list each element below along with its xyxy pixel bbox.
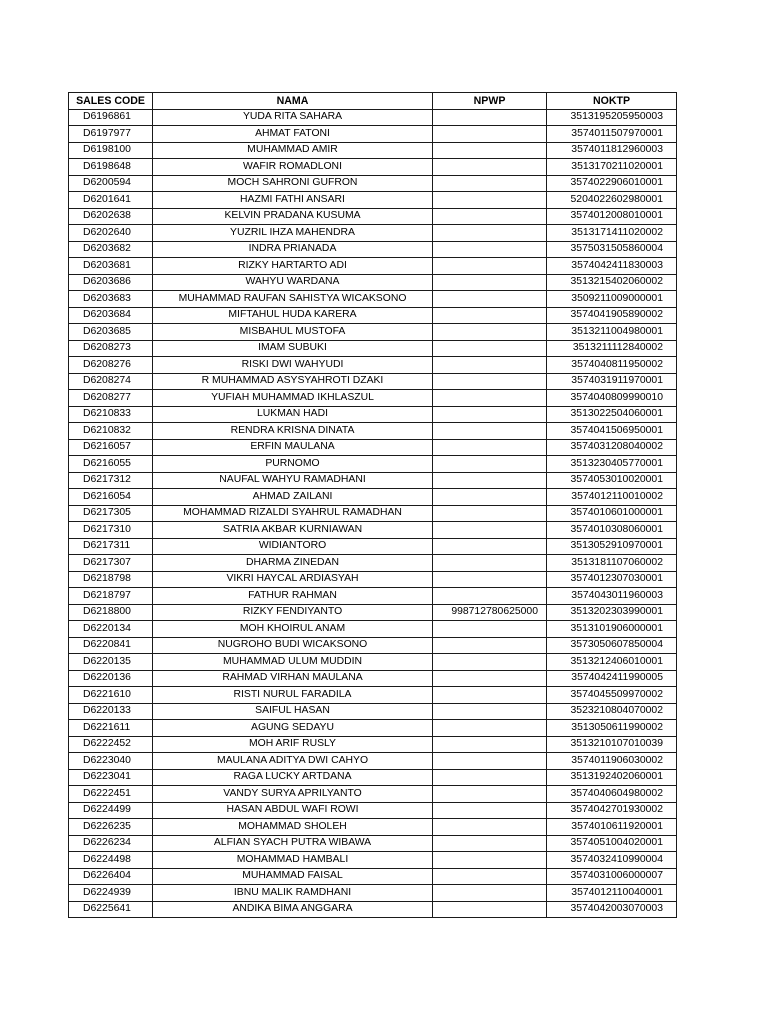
cell-npwp xyxy=(433,835,547,852)
cell-sales-code: D6217307 xyxy=(69,555,153,572)
table-header xyxy=(69,93,677,110)
cell-nama: RAGA LUCKY ARTDANA xyxy=(153,769,433,786)
cell-sales-code: D6222451 xyxy=(69,786,153,803)
cell-noktp: 3513022504060001 xyxy=(547,406,677,423)
table-row xyxy=(69,439,677,456)
table-row xyxy=(69,868,677,885)
cell-noktp: 5204022602980001 xyxy=(547,192,677,209)
cell-sales-code: D6220841 xyxy=(69,637,153,654)
cell-sales-code: D6208276 xyxy=(69,357,153,374)
cell-npwp xyxy=(433,868,547,885)
cell-noktp: 3513210107010039 xyxy=(547,736,677,753)
table-row xyxy=(69,819,677,836)
cell-noktp: 3574010601000001 xyxy=(547,505,677,522)
header-nama: NAMA xyxy=(153,93,433,110)
cell-noktp: 3513171411020002 xyxy=(547,225,677,242)
cell-npwp xyxy=(433,571,547,588)
cell-npwp xyxy=(433,241,547,258)
cell-noktp: 3513211112840002 xyxy=(547,340,677,357)
cell-sales-code: D6203686 xyxy=(69,274,153,291)
cell-nama: R MUHAMMAD ASYSYAHROTI DZAKI xyxy=(153,373,433,390)
table-row xyxy=(69,274,677,291)
cell-npwp xyxy=(433,274,547,291)
cell-npwp xyxy=(433,588,547,605)
cell-nama: SATRIA AKBAR KURNIAWAN xyxy=(153,522,433,539)
cell-sales-code: D6220133 xyxy=(69,703,153,720)
table-row xyxy=(69,852,677,869)
cell-npwp xyxy=(433,225,547,242)
cell-noktp: 3509211009000001 xyxy=(547,291,677,308)
cell-sales-code: D6217310 xyxy=(69,522,153,539)
cell-sales-code: D6220134 xyxy=(69,621,153,638)
cell-npwp xyxy=(433,736,547,753)
cell-nama: MISBAHUL MUSTOFA xyxy=(153,324,433,341)
cell-noktp: 3574053010020001 xyxy=(547,472,677,489)
table-row xyxy=(69,390,677,407)
table-row xyxy=(69,753,677,770)
cell-nama: LUKMAN HADI xyxy=(153,406,433,423)
cell-nama: MOHAMMAD SHOLEH xyxy=(153,819,433,836)
table-row xyxy=(69,571,677,588)
header-npwp: NPWP xyxy=(433,93,547,110)
cell-noktp: 3574051004020001 xyxy=(547,835,677,852)
cell-nama: YUZRIL IHZA MAHENDRA xyxy=(153,225,433,242)
cell-npwp xyxy=(433,505,547,522)
cell-noktp: 3574040604980002 xyxy=(547,786,677,803)
cell-noktp: 3574010308060001 xyxy=(547,522,677,539)
cell-nama: RIZKY FENDIYANTO xyxy=(153,604,433,621)
cell-noktp: 3574011906030002 xyxy=(547,753,677,770)
cell-sales-code: D6208277 xyxy=(69,390,153,407)
cell-npwp xyxy=(433,406,547,423)
header-sales-code: SALES CODE xyxy=(69,93,153,110)
cell-nama: RISKI DWI WAHYUDI xyxy=(153,357,433,374)
cell-npwp xyxy=(433,769,547,786)
cell-npwp xyxy=(433,390,547,407)
cell-nama: YUDA RITA SAHARA xyxy=(153,109,433,126)
cell-npwp xyxy=(433,720,547,737)
cell-noktp: 3513101906000001 xyxy=(547,621,677,638)
table-row xyxy=(69,621,677,638)
table-row xyxy=(69,241,677,258)
cell-noktp: 3513215402060002 xyxy=(547,274,677,291)
cell-sales-code: D6202640 xyxy=(69,225,153,242)
cell-npwp xyxy=(433,357,547,374)
cell-npwp xyxy=(433,126,547,143)
table-row xyxy=(69,456,677,473)
table-row xyxy=(69,324,677,341)
cell-npwp xyxy=(433,703,547,720)
cell-nama: HAZMI FATHI ANSARI xyxy=(153,192,433,209)
cell-nama: YUFIAH MUHAMMAD IKHLASZUL xyxy=(153,390,433,407)
table-row xyxy=(69,159,677,176)
table-row xyxy=(69,637,677,654)
table-row xyxy=(69,769,677,786)
table-row xyxy=(69,654,677,671)
cell-nama: MOHAMMAD RIZALDI SYAHRUL RAMADHAN xyxy=(153,505,433,522)
cell-nama: HASAN ABDUL WAFI ROWI xyxy=(153,802,433,819)
cell-nama: DHARMA ZINEDAN xyxy=(153,555,433,572)
table-row xyxy=(69,885,677,902)
cell-nama: MOHAMMAD HAMBALI xyxy=(153,852,433,869)
cell-sales-code: D6223041 xyxy=(69,769,153,786)
cell-npwp xyxy=(433,208,547,225)
cell-noktp: 3574042411830003 xyxy=(547,258,677,275)
table-row xyxy=(69,258,677,275)
table-row xyxy=(69,142,677,159)
table-row xyxy=(69,208,677,225)
cell-sales-code: D6203683 xyxy=(69,291,153,308)
cell-npwp xyxy=(433,852,547,869)
cell-noktp: 3574041506950001 xyxy=(547,423,677,440)
table-row xyxy=(69,604,677,621)
cell-npwp xyxy=(433,109,547,126)
cell-sales-code: D6220136 xyxy=(69,670,153,687)
cell-noktp: 3574031006000007 xyxy=(547,868,677,885)
cell-noktp: 3574031911970001 xyxy=(547,373,677,390)
cell-nama: AHMAT FATONI xyxy=(153,126,433,143)
cell-sales-code: D6208274 xyxy=(69,373,153,390)
cell-npwp xyxy=(433,637,547,654)
cell-nama: MOCH SAHRONI GUFRON xyxy=(153,175,433,192)
cell-sales-code: D6203682 xyxy=(69,241,153,258)
cell-noktp: 3574032410990004 xyxy=(547,852,677,869)
cell-noktp: 3574041905890002 xyxy=(547,307,677,324)
cell-sales-code: D6197977 xyxy=(69,126,153,143)
cell-npwp xyxy=(433,192,547,209)
cell-nama: WAHYU WARDANA xyxy=(153,274,433,291)
header-row xyxy=(69,93,677,110)
cell-sales-code: D6220135 xyxy=(69,654,153,671)
cell-sales-code: D6221611 xyxy=(69,720,153,737)
cell-sales-code: D6224499 xyxy=(69,802,153,819)
cell-nama: NUGROHO BUDI WICAKSONO xyxy=(153,637,433,654)
cell-nama: IBNU MALIK RAMDHANI xyxy=(153,885,433,902)
cell-noktp: 3574011812960003 xyxy=(547,142,677,159)
cell-nama: ERFIN MAULANA xyxy=(153,439,433,456)
cell-sales-code: D6202638 xyxy=(69,208,153,225)
cell-sales-code: D6218797 xyxy=(69,588,153,605)
cell-npwp xyxy=(433,159,547,176)
cell-noktp: 3574011507970001 xyxy=(547,126,677,143)
cell-sales-code: D6226234 xyxy=(69,835,153,852)
cell-nama: RISTI NURUL FARADILA xyxy=(153,687,433,704)
table-row xyxy=(69,423,677,440)
cell-noktp: 3513050611990002 xyxy=(547,720,677,737)
cell-noktp: 3513211004980001 xyxy=(547,324,677,341)
cell-nama: MIFTAHUL HUDA KARERA xyxy=(153,307,433,324)
cell-nama: FATHUR RAHMAN xyxy=(153,588,433,605)
cell-noktp: 3574040811950002 xyxy=(547,357,677,374)
cell-nama: RIZKY HARTARTO ADI xyxy=(153,258,433,275)
table-row xyxy=(69,340,677,357)
table-row xyxy=(69,901,677,918)
cell-nama: WAFIR ROMADLONI xyxy=(153,159,433,176)
cell-sales-code: D6222452 xyxy=(69,736,153,753)
cell-sales-code: D6210832 xyxy=(69,423,153,440)
cell-npwp xyxy=(433,307,547,324)
cell-nama: RAHMAD VIRHAN MAULANA xyxy=(153,670,433,687)
cell-nama: RENDRA KRISNA DINATA xyxy=(153,423,433,440)
cell-nama: MUHAMMAD RAUFAN SAHISTYA WICAKSONO xyxy=(153,291,433,308)
cell-noktp: 3574031208040002 xyxy=(547,439,677,456)
cell-noktp: 3574043011960003 xyxy=(547,588,677,605)
cell-sales-code: D6217311 xyxy=(69,538,153,555)
cell-noktp: 3513202303990001 xyxy=(547,604,677,621)
cell-npwp xyxy=(433,802,547,819)
cell-noktp: 3573050607850004 xyxy=(547,637,677,654)
cell-noktp: 3574012110010002 xyxy=(547,489,677,506)
cell-npwp xyxy=(433,670,547,687)
cell-npwp: 998712780625000 xyxy=(433,604,547,621)
cell-npwp xyxy=(433,142,547,159)
sales-table xyxy=(68,92,677,918)
cell-noktp: 3574010611920001 xyxy=(547,819,677,836)
cell-npwp xyxy=(433,621,547,638)
cell-sales-code: D6203681 xyxy=(69,258,153,275)
cell-nama: MUHAMMAD AMIR xyxy=(153,142,433,159)
table-row xyxy=(69,687,677,704)
cell-npwp xyxy=(433,456,547,473)
cell-nama: KELVIN PRADANA KUSUMA xyxy=(153,208,433,225)
table-row xyxy=(69,192,677,209)
cell-sales-code: D6201641 xyxy=(69,192,153,209)
cell-npwp xyxy=(433,324,547,341)
table-row xyxy=(69,472,677,489)
cell-npwp xyxy=(433,753,547,770)
cell-sales-code: D6226235 xyxy=(69,819,153,836)
cell-nama: ALFIAN SYACH PUTRA WIBAWA xyxy=(153,835,433,852)
cell-sales-code: D6218798 xyxy=(69,571,153,588)
table-body xyxy=(69,109,677,918)
cell-sales-code: D6210833 xyxy=(69,406,153,423)
header-noktp: NOKTP xyxy=(547,93,677,110)
table-row xyxy=(69,225,677,242)
cell-noktp: 3513230405770001 xyxy=(547,456,677,473)
cell-nama: MUHAMMAD FAISAL xyxy=(153,868,433,885)
table-row xyxy=(69,670,677,687)
table-row xyxy=(69,291,677,308)
cell-noktp: 3574022906010001 xyxy=(547,175,677,192)
table-row xyxy=(69,835,677,852)
cell-npwp xyxy=(433,423,547,440)
cell-npwp xyxy=(433,340,547,357)
cell-sales-code: D6223040 xyxy=(69,753,153,770)
cell-sales-code: D6216057 xyxy=(69,439,153,456)
cell-noktp: 3574012008010001 xyxy=(547,208,677,225)
table-row xyxy=(69,126,677,143)
cell-npwp xyxy=(433,819,547,836)
cell-nama: AHMAD ZAILANI xyxy=(153,489,433,506)
cell-nama: NAUFAL WAHYU RAMADHANI xyxy=(153,472,433,489)
cell-npwp xyxy=(433,885,547,902)
cell-npwp xyxy=(433,654,547,671)
cell-noktp: 3513052910970001 xyxy=(547,538,677,555)
cell-npwp xyxy=(433,258,547,275)
cell-sales-code: D6225641 xyxy=(69,901,153,918)
cell-noktp: 3513181107060002 xyxy=(547,555,677,572)
cell-nama: WIDIANTORO xyxy=(153,538,433,555)
cell-sales-code: D6216054 xyxy=(69,489,153,506)
cell-nama: IMAM SUBUKI xyxy=(153,340,433,357)
cell-nama: AGUNG SEDAYU xyxy=(153,720,433,737)
cell-nama: ANDIKA BIMA ANGGARA xyxy=(153,901,433,918)
cell-nama: MUHAMMAD ULUM MUDDIN xyxy=(153,654,433,671)
cell-noktp: 3574012110040001 xyxy=(547,885,677,902)
cell-noktp: 3523210804070002 xyxy=(547,703,677,720)
cell-nama: VANDY SURYA APRILYANTO xyxy=(153,786,433,803)
cell-sales-code: D6208273 xyxy=(69,340,153,357)
table-row xyxy=(69,703,677,720)
table-row xyxy=(69,555,677,572)
cell-noktp: 3574042701930002 xyxy=(547,802,677,819)
cell-nama: MAULANA ADITYA DWI CAHYO xyxy=(153,753,433,770)
cell-noktp: 3513212406010001 xyxy=(547,654,677,671)
cell-npwp xyxy=(433,555,547,572)
table-row xyxy=(69,175,677,192)
table-row xyxy=(69,538,677,555)
table-row xyxy=(69,720,677,737)
cell-sales-code: D6198648 xyxy=(69,159,153,176)
cell-nama: MOH ARIF RUSLY xyxy=(153,736,433,753)
table-row xyxy=(69,522,677,539)
cell-sales-code: D6203684 xyxy=(69,307,153,324)
cell-npwp xyxy=(433,538,547,555)
cell-sales-code: D6224498 xyxy=(69,852,153,869)
cell-npwp xyxy=(433,472,547,489)
table-row xyxy=(69,736,677,753)
cell-noktp: 3575031505860004 xyxy=(547,241,677,258)
cell-noktp: 3574012307030001 xyxy=(547,571,677,588)
cell-noktp: 3574042411990005 xyxy=(547,670,677,687)
cell-noktp: 3574045509970002 xyxy=(547,687,677,704)
cell-npwp xyxy=(433,373,547,390)
cell-npwp xyxy=(433,901,547,918)
cell-npwp xyxy=(433,786,547,803)
cell-sales-code: D6198100 xyxy=(69,142,153,159)
table-row xyxy=(69,505,677,522)
cell-noktp: 3513192402060001 xyxy=(547,769,677,786)
cell-nama: INDRA PRIANADA xyxy=(153,241,433,258)
cell-sales-code: D6226404 xyxy=(69,868,153,885)
cell-noktp: 3513195205950003 xyxy=(547,109,677,126)
cell-sales-code: D6200594 xyxy=(69,175,153,192)
table-row xyxy=(69,406,677,423)
cell-sales-code: D6217305 xyxy=(69,505,153,522)
cell-noktp: 3574042003070003 xyxy=(547,901,677,918)
cell-npwp xyxy=(433,489,547,506)
table-row xyxy=(69,357,677,374)
cell-nama: MOH KHOIRUL ANAM xyxy=(153,621,433,638)
cell-npwp xyxy=(433,522,547,539)
table-row xyxy=(69,802,677,819)
cell-npwp xyxy=(433,291,547,308)
table-row xyxy=(69,489,677,506)
cell-nama: VIKRI HAYCAL ARDIASYAH xyxy=(153,571,433,588)
cell-npwp xyxy=(433,175,547,192)
table-row xyxy=(69,588,677,605)
cell-sales-code: D6224939 xyxy=(69,885,153,902)
cell-sales-code: D6217312 xyxy=(69,472,153,489)
cell-npwp xyxy=(433,687,547,704)
cell-npwp xyxy=(433,439,547,456)
cell-noktp: 3574040809990010 xyxy=(547,390,677,407)
cell-sales-code: D6196861 xyxy=(69,109,153,126)
table-row xyxy=(69,307,677,324)
cell-sales-code: D6221610 xyxy=(69,687,153,704)
cell-nama: PURNOMO xyxy=(153,456,433,473)
table-row xyxy=(69,373,677,390)
cell-sales-code: D6216055 xyxy=(69,456,153,473)
cell-sales-code: D6218800 xyxy=(69,604,153,621)
cell-noktp: 3513170211020001 xyxy=(547,159,677,176)
table-row xyxy=(69,786,677,803)
cell-nama: SAIFUL HASAN xyxy=(153,703,433,720)
table-row xyxy=(69,109,677,126)
cell-sales-code: D6203685 xyxy=(69,324,153,341)
